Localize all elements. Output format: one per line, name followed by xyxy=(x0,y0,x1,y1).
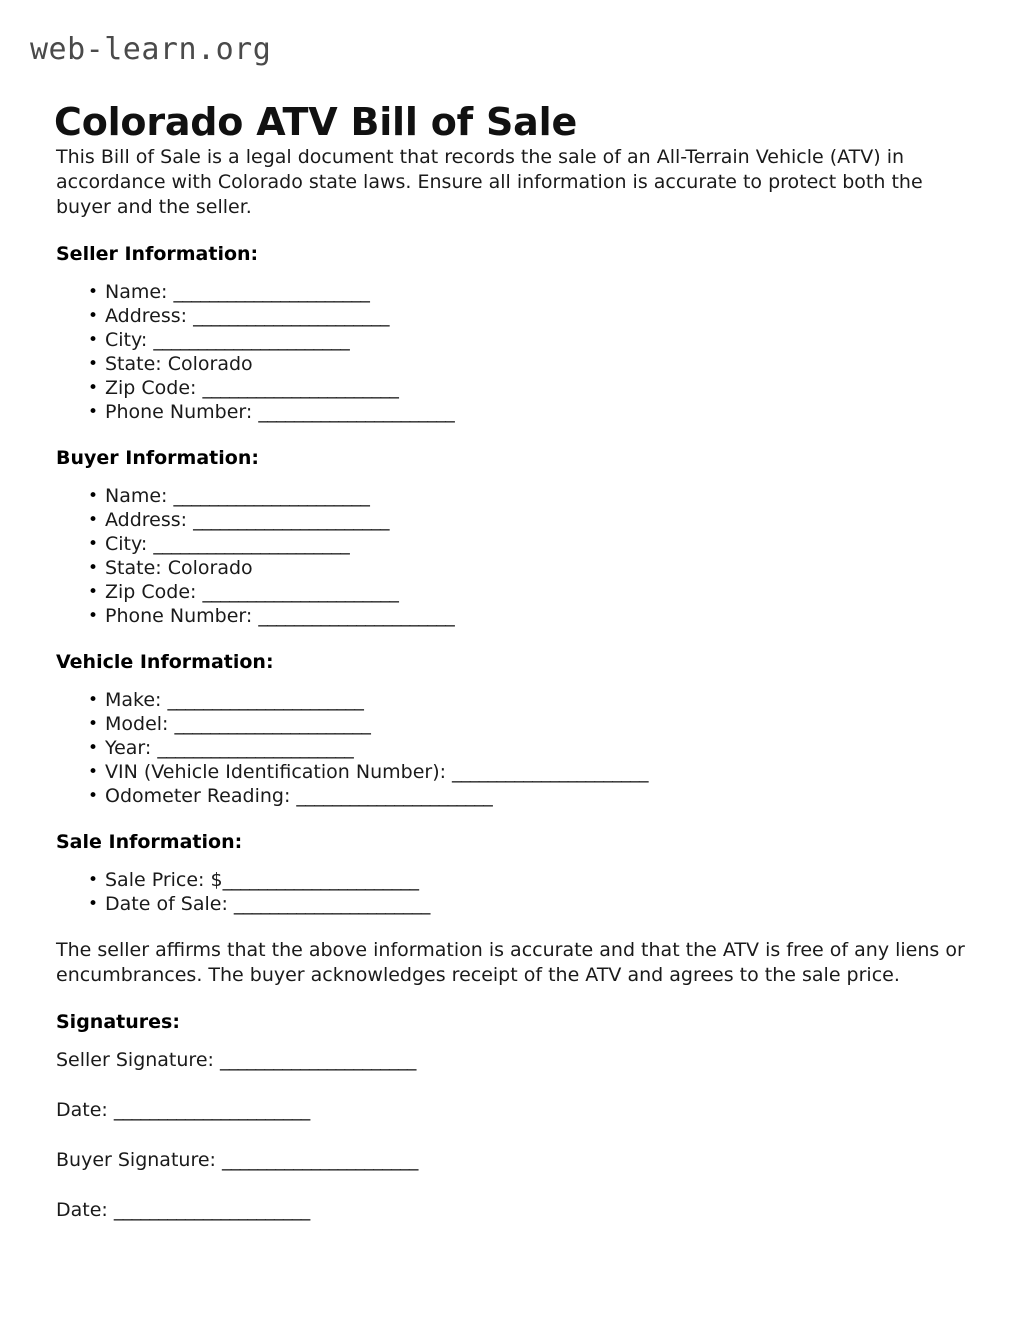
list-item xyxy=(105,604,968,628)
field-blank[interactable]: ______________________ xyxy=(113,1099,310,1121)
field-label: Date: xyxy=(56,1099,114,1121)
buyer-information-heading: Buyer Information: xyxy=(56,447,259,469)
field-label: City: xyxy=(105,329,154,351)
field-label: Buyer Signature: xyxy=(56,1149,222,1171)
field-label: Odometer Reading: xyxy=(105,785,297,807)
field-label: State: Colorado xyxy=(105,557,253,579)
buyer-date-line xyxy=(56,1198,968,1222)
field-blank[interactable]: ______________________ xyxy=(258,401,455,423)
vehicle-information-list xyxy=(56,688,968,808)
field-label: Phone Number: xyxy=(105,401,259,423)
field-blank[interactable]: ______________________ xyxy=(258,605,455,627)
field-label: Address: xyxy=(105,509,194,531)
list-item xyxy=(105,532,968,556)
field-blank[interactable]: ______________________ xyxy=(222,869,419,891)
field-label: Name: xyxy=(105,281,174,303)
vehicle-information-heading: Vehicle Information: xyxy=(56,651,274,673)
seller-signature-line xyxy=(56,1048,968,1072)
field-blank[interactable]: ______________________ xyxy=(167,689,364,711)
field-label: Zip Code: xyxy=(105,581,203,603)
field-label: Name: xyxy=(105,485,174,507)
field-label: Address: xyxy=(105,305,194,327)
signatures-heading: Signatures: xyxy=(56,1011,180,1033)
field-label: State: Colorado xyxy=(105,353,253,375)
affirmation-paragraph: The seller affirms that the above information is accurate and that the ATV is free of any liens or encumbrances. The buyer acknowledges receipt of the ATV and agrees to the sale price. xyxy=(56,939,965,986)
intro-paragraph: This Bill of Sale is a legal document that records the sale of an All-Terrain Vehicle (ATV) in accordance with Colorado state laws. Ensure all information is accurate to protect both the buyer and the seller. xyxy=(56,146,923,218)
field-label: Sale Price: $ xyxy=(105,869,223,891)
list-item xyxy=(105,712,968,736)
field-label: Seller Signature: xyxy=(56,1049,220,1071)
field-blank[interactable]: ______________________ xyxy=(173,281,370,303)
field-label: Zip Code: xyxy=(105,377,203,399)
sale-information-list xyxy=(56,868,968,916)
list-item xyxy=(105,304,968,328)
field-blank[interactable]: ______________________ xyxy=(193,305,389,327)
list-item xyxy=(105,556,968,580)
page-title: Colorado ATV Bill of Sale xyxy=(54,100,578,145)
field-label: Make: xyxy=(105,689,168,711)
field-blank[interactable]: ______________________ xyxy=(157,737,354,759)
seller-information-heading: Seller Information: xyxy=(56,243,259,265)
field-label: Model: xyxy=(105,713,175,735)
list-item xyxy=(105,484,968,508)
list-item xyxy=(105,328,968,352)
list-item xyxy=(105,868,968,892)
field-blank[interactable]: ______________________ xyxy=(202,581,399,603)
field-label: Date of Sale: xyxy=(105,893,234,915)
field-blank[interactable]: ______________________ xyxy=(202,377,399,399)
field-label: Year: xyxy=(105,737,158,759)
field-blank[interactable]: ______________________ xyxy=(233,893,430,915)
field-label: City: xyxy=(105,533,154,555)
field-blank[interactable]: ______________________ xyxy=(219,1049,416,1071)
list-item xyxy=(105,508,968,532)
list-item xyxy=(105,784,968,808)
list-item xyxy=(105,400,968,424)
list-item xyxy=(105,736,968,760)
field-blank[interactable]: ______________________ xyxy=(153,329,350,351)
field-blank[interactable]: ______________________ xyxy=(452,761,648,783)
field-blank[interactable]: ______________________ xyxy=(193,509,389,531)
buyer-information-list xyxy=(56,484,968,628)
field-label: Phone Number: xyxy=(105,605,259,627)
field-blank[interactable]: ______________________ xyxy=(173,485,370,507)
sale-information-heading: Sale Information: xyxy=(56,831,243,853)
buyer-signature-line xyxy=(56,1148,968,1172)
field-blank[interactable]: ______________________ xyxy=(221,1149,418,1171)
signatures-block xyxy=(56,1048,968,1222)
list-item xyxy=(105,760,968,784)
seller-information-list xyxy=(56,280,968,424)
list-item xyxy=(105,280,968,304)
field-blank[interactable]: ______________________ xyxy=(174,713,371,735)
site-brand: web-learn.org xyxy=(30,32,272,67)
field-label: Date: xyxy=(56,1199,114,1221)
field-label: VIN (Vehicle Identification Number): xyxy=(105,761,453,783)
list-item xyxy=(105,892,968,916)
list-item xyxy=(105,376,968,400)
field-blank[interactable]: ______________________ xyxy=(113,1199,310,1221)
list-item xyxy=(105,352,968,376)
field-blank[interactable]: ______________________ xyxy=(296,785,493,807)
seller-date-line xyxy=(56,1098,968,1122)
document-body xyxy=(56,145,968,1248)
list-item xyxy=(105,580,968,604)
list-item xyxy=(105,688,968,712)
field-blank[interactable]: ______________________ xyxy=(153,533,350,555)
